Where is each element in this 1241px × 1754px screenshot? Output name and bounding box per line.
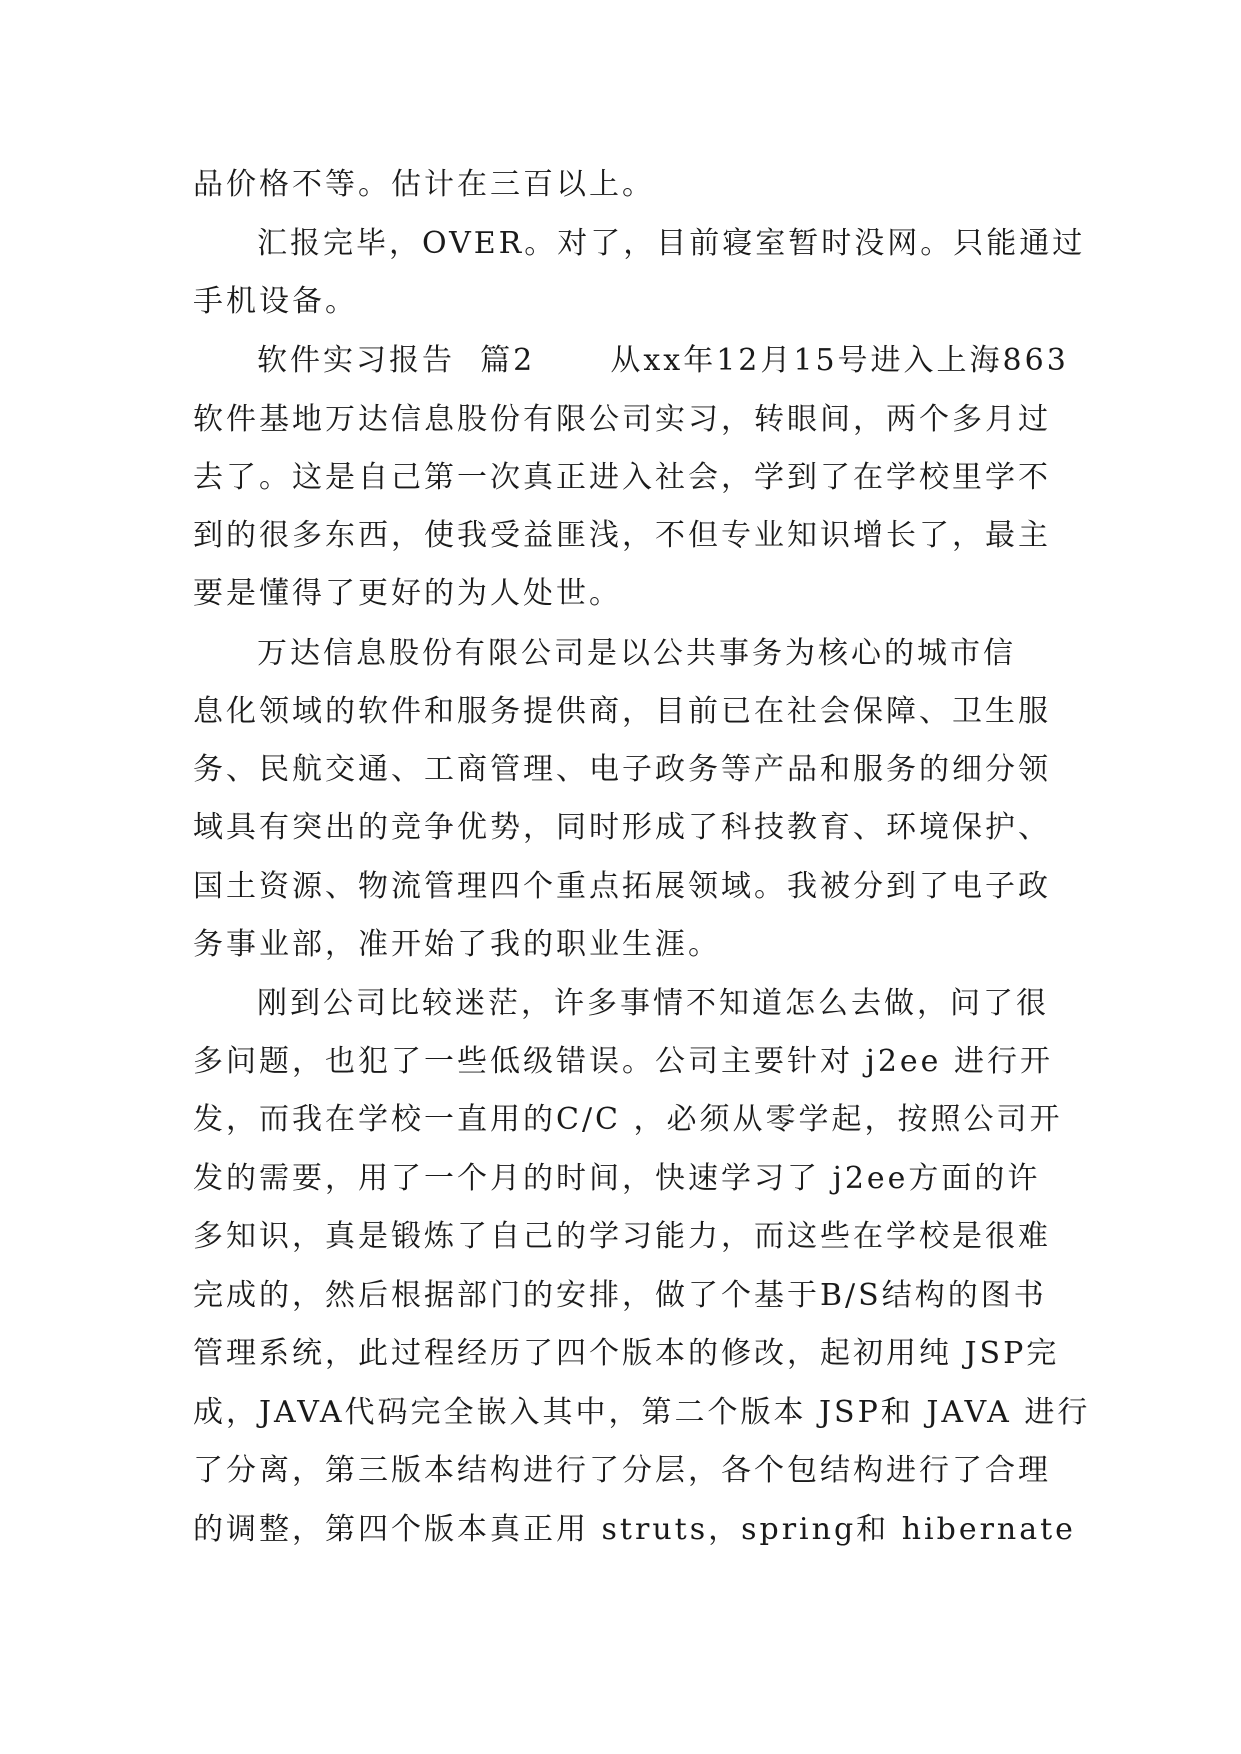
text-line: 管理系统，此过程经历了四个版本的修改，起初用纯 JSP完 — [193, 1336, 1060, 1371]
text-line: 要是懂得了更好的为人处世。 — [193, 576, 622, 611]
text-line: 域具有突出的竞争优势，同时形成了科技教育、环境保护、 — [193, 810, 1051, 845]
text-line: 发的需要，用了一个月的时间，快速学习了 j2ee方面的许 — [193, 1161, 1041, 1196]
text-line: 国土资源、物流管理四个重点拓展领域。我被分到了电子政 — [193, 869, 1051, 904]
text-line: 务、民航交通、工商管理、电子政务等产品和服务的细分领 — [193, 752, 1051, 787]
text-line: 成，JAVA代码完全嵌入其中，第二个版本 JSP和 JAVA 进行 — [193, 1395, 1091, 1430]
text-line: 到的很多东西，使我受益匪浅，不但专业知识增长了，最主 — [193, 518, 1051, 553]
text-line: 万达信息股份有限公司是以公共事务为核心的城市信 — [257, 636, 1016, 671]
text-line: 完成的，然后根据部门的安排，做了个基于B/S结构的图书 — [193, 1278, 1047, 1313]
text-line: 去了。这是自己第一次真正进入社会，学到了在学校里学不 — [193, 460, 1051, 495]
text-line: 了分离，第三版本结构进行了分层，各个包结构进行了合理 — [193, 1453, 1051, 1488]
text-line: 软件基地万达信息股份有限公司实习，转眼间，两个多月过 — [193, 402, 1051, 437]
section-heading-line: 软件实习报告 篇2 从xx年12月15号进入上海863 — [257, 343, 1069, 378]
text-line: 多知识，真是锻炼了自己的学习能力，而这些在学校是很难 — [193, 1219, 1051, 1254]
text-line: 手机设备。 — [193, 284, 358, 319]
text-line: 刚到公司比较迷茫，许多事情不知道怎么去做，问了很 — [257, 986, 1049, 1021]
text-line: 息化领域的软件和服务提供商，目前已在社会保障、卫生服 — [193, 694, 1051, 729]
text-line: 多问题，也犯了一些低级错误。公司主要针对 j2ee 进行开 — [193, 1044, 1053, 1079]
text-line: 务事业部，准开始了我的职业生涯。 — [193, 927, 721, 962]
text-line: 发，而我在学校一直用的C/C ，必须从零学起，按照公司开 — [193, 1102, 1063, 1137]
text-line: 品价格不等。估计在三百以上。 — [193, 167, 655, 202]
text-line: 的调整，第四个版本真正用 struts，spring和 hibernate — [193, 1512, 1076, 1547]
text-line: 汇报完毕，OVER。对了，目前寝室暂时没网。只能通过 — [257, 226, 1086, 261]
